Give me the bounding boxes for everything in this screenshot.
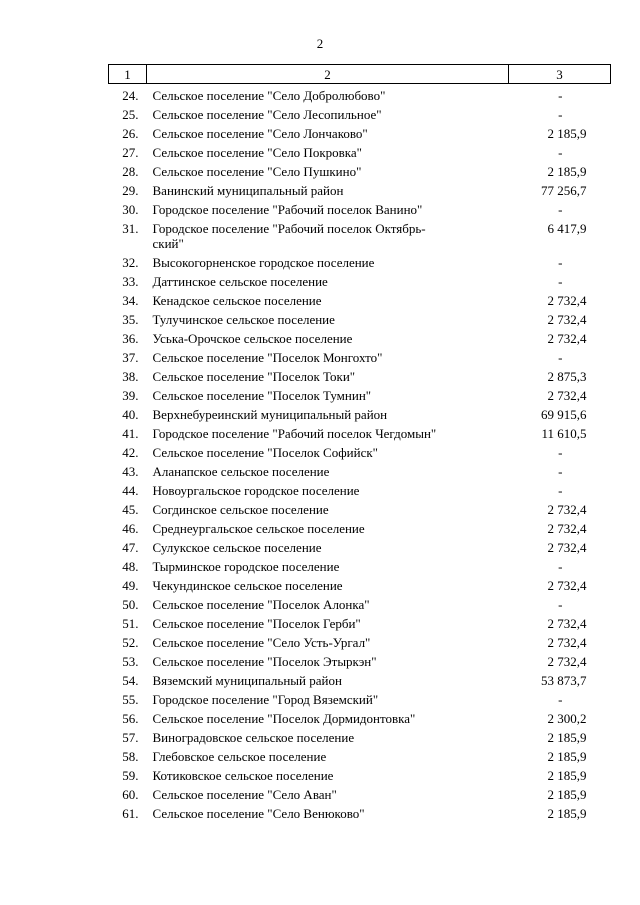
- row-number: 34.: [122, 293, 139, 308]
- settlement-name: Кенадское сельское поселение: [152, 293, 322, 308]
- table-row: [109, 84, 611, 106]
- settlement-name: Вяземский муниципальный район: [152, 673, 342, 688]
- table-row: [109, 367, 611, 386]
- settlement-name: Сельское поселение "Поселок Дормидонтовка": [152, 711, 416, 726]
- settlement-name: Городское поселение "Рабочий поселок Октябрь- ский": [152, 221, 426, 251]
- table-row: [109, 348, 611, 367]
- row-number: 45.: [122, 502, 139, 517]
- row-number: 38.: [122, 369, 139, 384]
- amount-value: 11 610,5: [541, 426, 587, 441]
- settlement-name: Тулучинское сельское поселение: [152, 312, 335, 327]
- row-number: 30.: [122, 202, 139, 217]
- page-number: 2: [316, 36, 324, 51]
- settlement-name: Уська-Орочское сельское поселение: [152, 331, 353, 346]
- table-row: [109, 291, 611, 310]
- allocation-table: [108, 64, 611, 823]
- row-number: 35.: [122, 312, 139, 327]
- table-row: [109, 709, 611, 728]
- settlement-name: Сельское поселение "Село Пушкино": [152, 164, 362, 179]
- table-row: [109, 253, 611, 272]
- row-number: 39.: [122, 388, 139, 403]
- table-row: [109, 405, 611, 424]
- settlement-name: Сельское поселение "Село Аван": [152, 787, 337, 802]
- table-row: [109, 481, 611, 500]
- settlement-name: Сельское поселение "Село Лончаково": [152, 126, 368, 141]
- settlement-name: Городское поселение "Рабочий поселок Ванино": [152, 202, 423, 217]
- settlement-name: Сельское поселение "Поселок Этыркэн": [152, 654, 377, 669]
- amount-value: -: [558, 445, 563, 460]
- row-number: 59.: [122, 768, 139, 783]
- amount-value: 2 732,4: [547, 616, 587, 631]
- amount-value: -: [558, 107, 563, 122]
- row-number: 46.: [122, 521, 139, 536]
- settlement-name: Высокогорненское городское поселение: [152, 255, 375, 270]
- table-row: [109, 690, 611, 709]
- table-row: [109, 162, 611, 181]
- settlement-name: Сельское поселение "Село Усть-Ургал": [152, 635, 371, 650]
- settlement-name: Городское поселение "Город Вяземский": [152, 692, 379, 707]
- row-number: 52.: [122, 635, 139, 650]
- row-number: 32.: [122, 255, 139, 270]
- amount-value: -: [558, 88, 563, 103]
- table-row: [109, 633, 611, 652]
- table-row: [109, 728, 611, 747]
- table-row: [109, 595, 611, 614]
- row-number: 53.: [122, 654, 139, 669]
- settlement-name: Глебовское сельское поселение: [152, 749, 327, 764]
- row-number: 42.: [122, 445, 139, 460]
- amount-value: -: [558, 692, 563, 707]
- settlement-name: Чекундинское сельское поселение: [152, 578, 343, 593]
- settlement-name: Сулукское сельское поселение: [152, 540, 322, 555]
- settlement-name: Ванинский муниципальный район: [152, 183, 344, 198]
- settlement-name: Котиковское сельское поселение: [152, 768, 334, 783]
- row-number: 36.: [122, 331, 139, 346]
- settlement-name: Новоургальское городское поселение: [152, 483, 360, 498]
- settlement-name: Сельское поселение "Село Покровка": [152, 145, 362, 160]
- row-number: 41.: [122, 426, 139, 441]
- table-row: [109, 538, 611, 557]
- row-number: 48.: [122, 559, 139, 574]
- row-number: 33.: [122, 274, 139, 289]
- table-row: [109, 519, 611, 538]
- amount-value: 2 732,4: [547, 388, 587, 403]
- settlement-name: Верхнебуреинский муниципальный район: [152, 407, 388, 422]
- table-row: [109, 272, 611, 291]
- amount-value: -: [558, 255, 563, 270]
- settlement-name: Даттинское сельское поселение: [152, 274, 328, 289]
- amount-value: 2 185,9: [547, 749, 587, 764]
- table-row: [109, 804, 611, 823]
- settlement-name: Виноградовское сельское поселение: [152, 730, 355, 745]
- table-row: [109, 143, 611, 162]
- amount-value: -: [558, 559, 563, 574]
- row-number: 61.: [122, 806, 139, 821]
- amount-value: 2 732,4: [547, 654, 587, 669]
- amount-value: 2 185,9: [547, 787, 587, 802]
- row-number: 49.: [122, 578, 139, 593]
- column-header-2: 2: [147, 65, 509, 84]
- table-row: [109, 219, 611, 253]
- amount-value: 2 732,4: [547, 635, 587, 650]
- settlement-name: Сельское поселение "Село Венюково": [152, 806, 365, 821]
- table-row: [109, 576, 611, 595]
- settlement-name: Среднеургальское сельское поселение: [152, 521, 365, 536]
- row-number: 50.: [122, 597, 139, 612]
- row-number: 26.: [122, 126, 139, 141]
- amount-value: 2 185,9: [547, 126, 587, 141]
- amount-value: -: [558, 274, 563, 289]
- table-header: [109, 65, 611, 84]
- amount-value: 2 732,4: [547, 540, 587, 555]
- amount-value: -: [558, 464, 563, 479]
- settlement-name: Сельское поселение "Село Лесопильное": [152, 107, 382, 122]
- row-number: 44.: [122, 483, 139, 498]
- settlement-name: Сельское поселение "Поселок Софийск": [152, 445, 378, 460]
- amount-value: 2 185,9: [547, 730, 587, 745]
- amount-value: 2 732,4: [547, 312, 587, 327]
- amount-value: -: [558, 145, 563, 160]
- amount-value: -: [558, 350, 563, 365]
- row-number: 28.: [122, 164, 139, 179]
- settlement-name: Городское поселение "Рабочий поселок Чегдомын": [152, 426, 437, 441]
- table-row: [109, 671, 611, 690]
- settlement-name: Сельское поселение "Поселок Монгохто": [152, 350, 383, 365]
- row-number: 60.: [122, 787, 139, 802]
- row-number: 58.: [122, 749, 139, 764]
- table-row: [109, 557, 611, 576]
- amount-value: 2 185,9: [547, 806, 587, 821]
- settlement-name: Сельское поселение "Поселок Тумнин": [152, 388, 372, 403]
- settlement-name: Согдинское сельское поселение: [152, 502, 329, 517]
- table-row: [109, 614, 611, 633]
- table-row: [109, 766, 611, 785]
- row-number: 47.: [122, 540, 139, 555]
- amount-value: -: [558, 483, 563, 498]
- column-header-1: 1: [109, 65, 147, 84]
- table-row: [109, 500, 611, 519]
- amount-value: 2 875,3: [547, 369, 587, 384]
- settlement-name: Сельское поселение "Поселок Герби": [152, 616, 361, 631]
- amount-value: -: [558, 597, 563, 612]
- table-row: [109, 652, 611, 671]
- amount-value: 2 732,4: [547, 578, 587, 593]
- amount-value: 6 417,9: [547, 221, 587, 236]
- row-number: 56.: [122, 711, 139, 726]
- table-body: [109, 84, 611, 824]
- table-row: [109, 462, 611, 481]
- amount-value: 69 915,6: [541, 407, 587, 422]
- row-number: 57.: [122, 730, 139, 745]
- settlement-name: Сельское поселение "Поселок Алонка": [152, 597, 370, 612]
- amount-value: 53 873,7: [541, 673, 587, 688]
- table-row: [109, 443, 611, 462]
- amount-value: -: [558, 202, 563, 217]
- row-number: 37.: [122, 350, 139, 365]
- table-row: [109, 105, 611, 124]
- table-row: [109, 424, 611, 443]
- amount-value: 77 256,7: [541, 183, 587, 198]
- table-row: [109, 124, 611, 143]
- amount-value: 2 732,4: [547, 502, 587, 517]
- row-number: 24.: [122, 88, 139, 103]
- row-number: 55.: [122, 692, 139, 707]
- amount-value: 2 732,4: [547, 331, 587, 346]
- settlement-name: Сельское поселение "Поселок Токи": [152, 369, 356, 384]
- settlement-name: Сельское поселение "Село Добролюбово": [152, 88, 386, 103]
- table-row: [109, 386, 611, 405]
- row-number: 25.: [122, 107, 139, 122]
- row-number: 29.: [122, 183, 139, 198]
- row-number: 51.: [122, 616, 139, 631]
- amount-value: 2 300,2: [547, 711, 587, 726]
- settlement-name: Аланапское сельское поселение: [152, 464, 330, 479]
- row-number: 40.: [122, 407, 139, 422]
- row-number: 54.: [122, 673, 139, 688]
- column-header-3: 3: [509, 65, 611, 84]
- row-number: 43.: [122, 464, 139, 479]
- amount-value: 2 185,9: [547, 768, 587, 783]
- table-row: [109, 785, 611, 804]
- settlement-name: Тырминское городское поселение: [152, 559, 340, 574]
- amount-value: 2 185,9: [547, 164, 587, 179]
- table-row: [109, 200, 611, 219]
- table-row: [109, 329, 611, 348]
- row-number: 27.: [122, 145, 139, 160]
- table-row: [109, 181, 611, 200]
- table-row: [109, 310, 611, 329]
- amount-value: 2 732,4: [547, 293, 587, 308]
- table-row: [109, 747, 611, 766]
- amount-value: 2 732,4: [547, 521, 587, 536]
- row-number: 31.: [122, 221, 139, 236]
